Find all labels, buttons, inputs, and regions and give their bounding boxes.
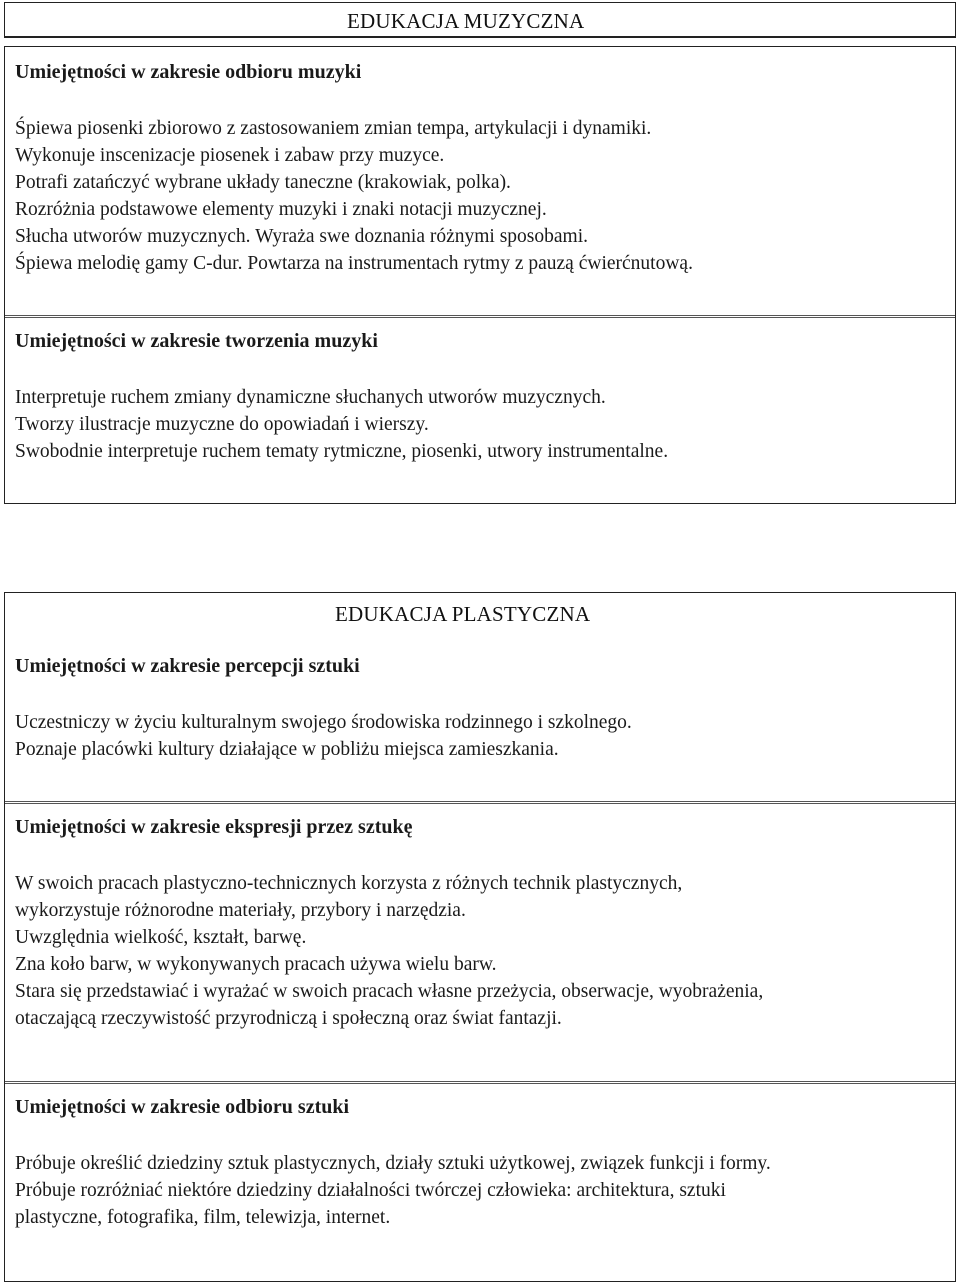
list-item: Interpretuje ruchem zmiany dynamiczne słuchanych utworów muzycznych. <box>15 387 606 408</box>
section-heading-music-creation: Umiejętności w zakresie tworzenia muzyki <box>15 330 378 352</box>
list-item: Słucha utworów muzycznych. Wyraża swe doznania różnymi sposobami. <box>15 226 589 247</box>
art-title: EDUKACJA PLASTYCZNA <box>335 602 591 626</box>
list-item: Śpiewa piosenki zbiorowo z zastosowaniem zmian tempa, artykulacji i dynamiki. <box>15 118 652 139</box>
list-item: plastyczne, fotografika, film, telewizja, internet. <box>15 1207 391 1228</box>
list-item: Próbuje określić dziedziny sztuk plastycznych, działy sztuki użytkowej, związek funkcji i formy. <box>15 1153 771 1174</box>
list-item: W swoich pracach plastyczno-technicznych korzysta z różnych technik plastycznych, <box>15 873 683 894</box>
list-item: wykorzystuje różnorodne materiały, przybory i narzędzia. <box>15 900 466 921</box>
list-item: Tworzy ilustracje muzyczne do opowiadań i wierszy. <box>15 414 429 435</box>
art-expression-list <box>15 870 947 1032</box>
section-heading-art-perception: Umiejętności w zakresie percepcji sztuki <box>15 655 360 677</box>
list-item: Uwzględnia wielkość, kształt, barwę. <box>15 927 307 948</box>
list-item: Próbuje rozróżniać niektóre dziedziny działalności twórczej człowieka: architektura, sztuki <box>15 1180 726 1201</box>
list-item: Uczestniczy w życiu kulturalnym swojego środowiska rodzinnego i szkolnego. <box>15 712 632 733</box>
music-title: EDUKACJA MUZYCZNA <box>347 9 585 33</box>
list-item: Śpiewa melodię gamy C-dur. Powtarza na instrumentach rytmy z pauzą ćwierćnutową. <box>15 253 693 274</box>
music-content-box <box>4 46 956 504</box>
section-heading-art-expression: Umiejętności w zakresie ekspresji przez sztukę <box>15 816 413 838</box>
section-divider <box>5 801 955 804</box>
list-item: Zna koło barw, w wykonywanych pracach używa wielu barw. <box>15 954 497 975</box>
section-divider <box>5 1081 955 1084</box>
art-content-box <box>4 592 956 1282</box>
list-item: Potrafi zatańczyć wybrane układy taneczne (krakowiak, polka). <box>15 172 511 193</box>
list-item: Stara się przedstawiać i wyrażać w swoich pracach własne przeżycia, obserwacje, wyobrażenia, <box>15 981 764 1002</box>
list-item: Rozróżnia podstawowe elementy muzyki i znaki notacji muzycznej. <box>15 199 547 220</box>
section-divider <box>5 315 955 318</box>
list-item: Poznaje placówki kultury działające w pobliżu miejsca zamieszkania. <box>15 739 559 760</box>
music-reception-list <box>15 115 947 277</box>
section-heading-music-reception: Umiejętności w zakresie odbioru muzyki <box>15 61 362 83</box>
art-reception-list <box>15 1150 947 1231</box>
music-title-strip <box>4 2 956 38</box>
list-item: Swobodnie interpretuje ruchem tematy rytmiczne, piosenki, utwory instrumentalne. <box>15 441 669 462</box>
art-perception-list <box>15 709 947 763</box>
list-item: otaczającą rzeczywistość przyrodniczą i społeczną oraz świat fantazji. <box>15 1008 562 1029</box>
list-item: Wykonuje inscenizacje piosenek i zabaw przy muzyce. <box>15 145 445 166</box>
music-creation-list <box>15 384 947 465</box>
section-heading-art-reception: Umiejętności w zakresie odbioru sztuki <box>15 1096 350 1118</box>
